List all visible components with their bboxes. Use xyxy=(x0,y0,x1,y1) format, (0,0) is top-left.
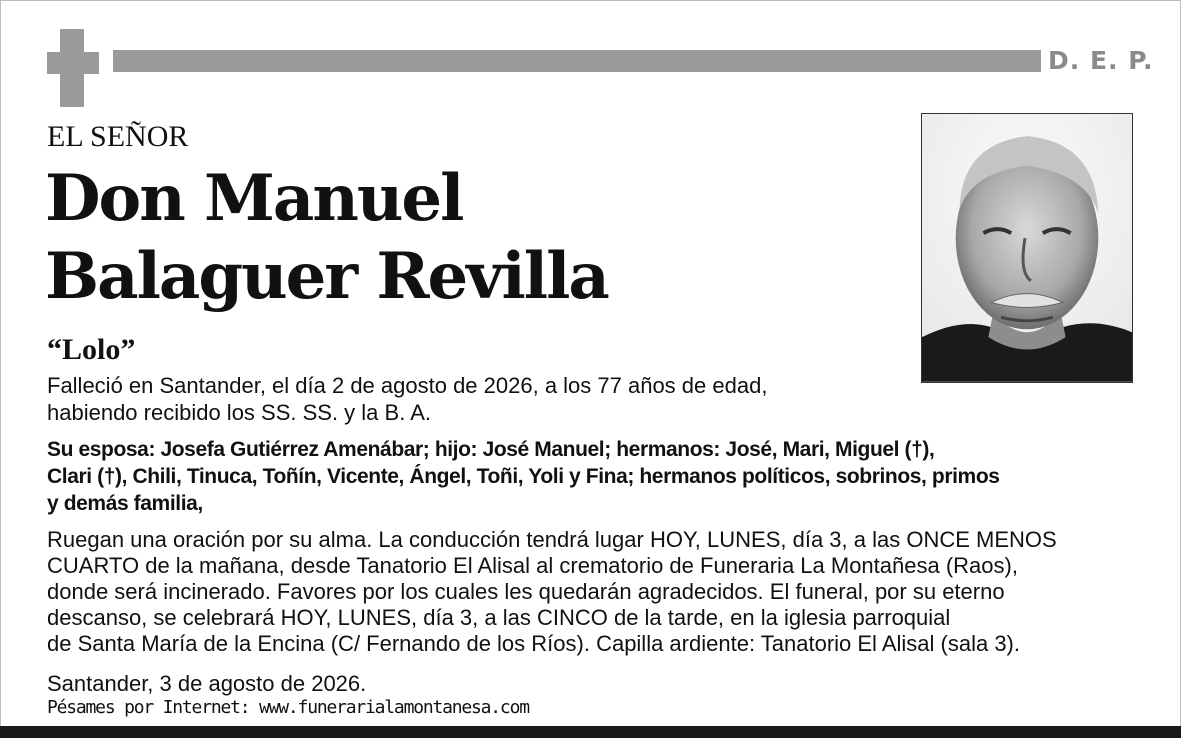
header-rule xyxy=(113,50,1041,72)
family-line: Clari (†), Chili, Tinuca, Toñín, Vicente, Ángel, Toñi, Yoli y Fina; hermanos políticos, sobrinos, primos xyxy=(47,465,1000,488)
service-line: donde será incinerado. Favores por los cuales les quedarán agradecidos. El funeral, por su eterno xyxy=(47,579,1005,604)
bottom-rule xyxy=(0,726,1181,738)
service-line: descanso, se celebrará HOY, LUNES, día 3, a las CINCO de la tarde, en la iglesia parroquial xyxy=(47,605,951,630)
death-line: habiendo recibido los SS. SS. y la B. A. xyxy=(47,400,432,425)
name-line-1: Don Manuel xyxy=(45,161,463,236)
portrait-photo xyxy=(921,113,1133,383)
death-line: Falleció en Santander, el día 2 de agosto de 2026, a los 77 años de edad, xyxy=(47,373,768,398)
death-notice xyxy=(47,372,767,426)
deceased-name xyxy=(45,160,608,316)
family-list xyxy=(47,436,1000,517)
service-details xyxy=(47,527,1057,657)
family-line: Su esposa: Josefa Gutiérrez Amenábar; hijo: José Manuel; hermanos: José, Mari, Miguel (†), xyxy=(47,438,935,461)
family-line: y demás familia, xyxy=(47,492,203,515)
portrait-image xyxy=(922,114,1132,382)
dep-label: D. E. P. xyxy=(1048,46,1154,75)
cross-icon xyxy=(47,29,99,107)
condolences-link: Pésames por Internet: www.funerarialamontanesa.com xyxy=(47,697,529,718)
place-date: Santander, 3 de agosto de 2026. xyxy=(47,671,367,696)
nickname: “Lolo” xyxy=(47,333,136,366)
service-line: de Santa María de la Encina (C/ Fernando de los Ríos). Capilla ardiente: Tanatorio El Alisal (sala 3). xyxy=(47,631,1020,656)
name-line-2: Balaguer Revilla xyxy=(45,239,608,314)
honorific: EL SEÑOR xyxy=(47,120,189,153)
service-line: Ruegan una oración por su alma. La conducción tendrá lugar HOY, LUNES, día 3, a las ONCE MENOS xyxy=(47,527,1057,552)
service-line: CUARTO de la mañana, desde Tanatorio El Alisal al crematorio de Funeraria La Montañesa (Raos), xyxy=(47,553,1018,578)
